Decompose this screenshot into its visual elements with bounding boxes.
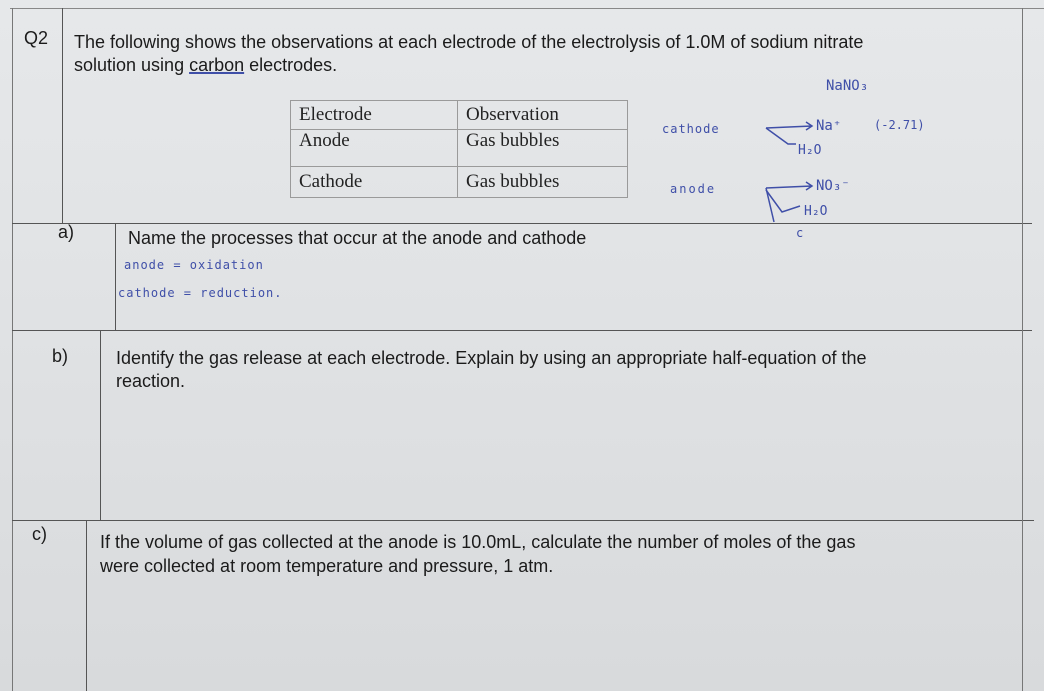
label-col-c-line bbox=[86, 520, 87, 691]
handwritten-formula: NaNO₃ bbox=[826, 78, 869, 94]
part-b-question-line1: Identify the gas release at each electrode. Explain by using an appropriate half-equation of the bbox=[116, 348, 867, 368]
question-intro-line2 bbox=[74, 55, 337, 76]
table-row bbox=[291, 129, 628, 166]
handwritten-arrows bbox=[760, 110, 820, 230]
outer-left-line bbox=[12, 8, 13, 691]
part-c-question-line2: were collected at room temperature and pressure, 1 atm. bbox=[100, 556, 554, 576]
label-col-a-line bbox=[115, 223, 116, 330]
part-b-question-line2: reaction. bbox=[116, 371, 186, 391]
row-divider-a bbox=[12, 223, 1032, 224]
handwritten-na-ion: Na⁺ bbox=[816, 118, 842, 134]
top-border-line bbox=[10, 8, 1044, 9]
row-divider-b bbox=[12, 330, 1032, 331]
intro-carbon: carbon bbox=[189, 55, 245, 75]
part-a-question: Name the processes that occur at the anode and cathode bbox=[128, 228, 587, 248]
handwritten-c-mark: c bbox=[796, 226, 804, 240]
table-header-row bbox=[291, 101, 628, 130]
part-a-label: a) bbox=[58, 222, 75, 242]
handwritten-answer-anode: anode = oxidation bbox=[124, 258, 264, 272]
row-divider-c bbox=[12, 520, 1034, 521]
handwritten-water-2: H₂O bbox=[804, 204, 828, 219]
right-border-line bbox=[1022, 8, 1023, 691]
handwritten-cathode-label: cathode bbox=[662, 122, 720, 136]
table-header-cell: Observation bbox=[458, 101, 628, 130]
table-row bbox=[291, 167, 628, 198]
label-col-b-line bbox=[100, 330, 101, 520]
question-number: Q2 bbox=[24, 28, 49, 48]
part-b-label: b) bbox=[52, 346, 69, 366]
handwritten-answer-cathode: cathode = reduction. bbox=[118, 286, 283, 300]
handwritten-e-value: (-2.71) bbox=[874, 118, 925, 132]
table-cell: Cathode bbox=[291, 167, 458, 198]
handwritten-anode-label: anode bbox=[670, 182, 717, 196]
handwritten-nitrate-ion: NO₃⁻ bbox=[816, 178, 850, 194]
observation-table bbox=[290, 100, 628, 198]
part-c-question-line1: If the volume of gas collected at the anode is 10.0mL, calculate the number of moles of the gas bbox=[100, 532, 856, 552]
table-cell: Gas bubbles bbox=[458, 167, 628, 198]
table-cell: Gas bubbles bbox=[458, 129, 628, 166]
left-margin-line bbox=[62, 8, 63, 223]
handwritten-water-1: H₂O bbox=[798, 143, 822, 158]
intro-post: electrodes. bbox=[244, 55, 338, 75]
question-intro-line1: The following shows the observations at each electrode of the electrolysis of 1.0M of sodium nitrate bbox=[74, 32, 864, 52]
table-cell: Anode bbox=[291, 129, 458, 166]
part-c-label: c) bbox=[32, 524, 47, 544]
table-header-cell: Electrode bbox=[291, 101, 458, 130]
intro-pre: solution using bbox=[74, 55, 190, 75]
